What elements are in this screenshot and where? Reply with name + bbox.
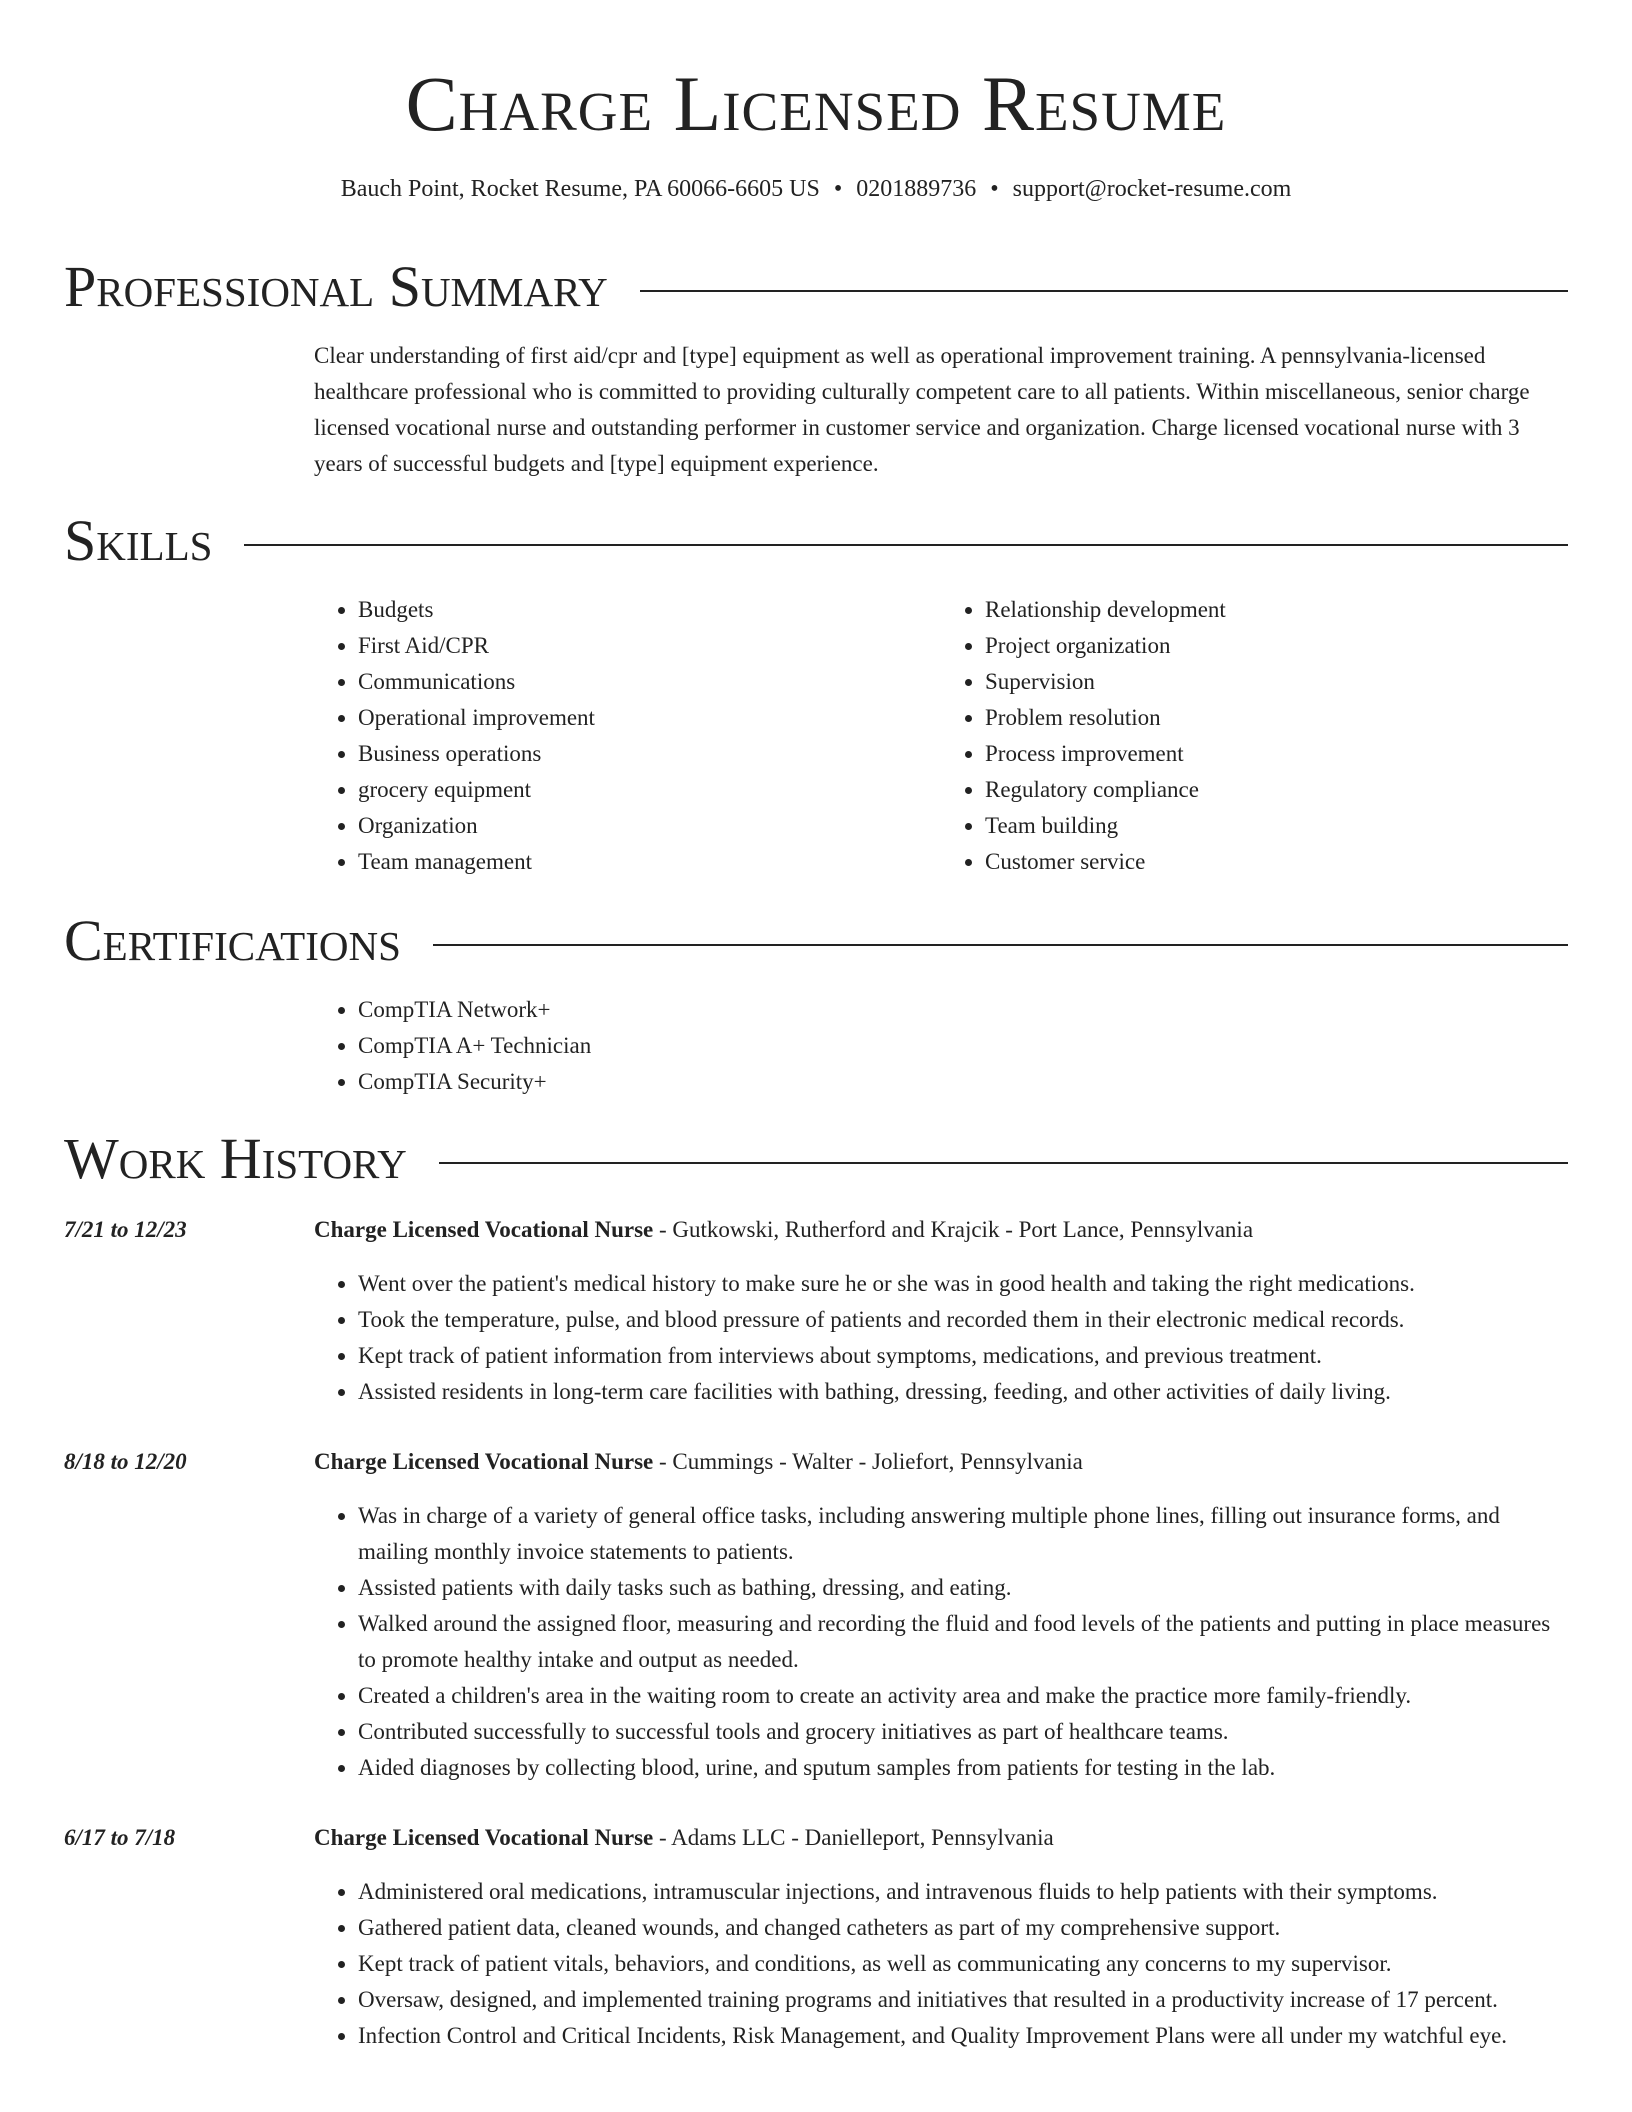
contact-address: Bauch Point, Rocket Resume, PA 60066-6605 US: [340, 176, 820, 202]
job-duties: [314, 1266, 1568, 1410]
job-duty: • Oversaw, designed, and implemented training programs and initiatives that resulted in a productivity increase of 17 percent.: [358, 1982, 1568, 2018]
job-dates: 6/17 to 7/18: [64, 1825, 176, 1850]
certification-item: • CompTIA A+ Technician: [358, 1028, 1568, 1064]
skill-item: • Customer service: [985, 844, 1568, 880]
job-duty: • Kept track of patient vitals, behaviors, and conditions, as well as communicating any concerns to my supervisor.: [358, 1946, 1568, 1982]
contact-separator: •: [990, 176, 999, 202]
skill-item: • Regulatory compliance: [985, 772, 1568, 808]
job-title: Charge Licensed Vocational Nurse: [314, 1449, 654, 1474]
certifications-content: [314, 992, 1568, 1100]
contact-email: support@rocket-resume.com: [1012, 176, 1292, 202]
skill-item: • Budgets: [358, 592, 941, 628]
skill-item: • Relationship development: [985, 592, 1568, 628]
certifications-list: [314, 992, 1568, 1100]
skill-item: • Problem resolution: [985, 700, 1568, 736]
contact-line: [0, 172, 1632, 206]
job-dates: 7/21 to 12/23: [64, 1217, 187, 1242]
section-divider: [244, 544, 1568, 546]
job-duty: • Walked around the assigned floor, measuring and recording the fluid and food levels of the patients and putting in place measures to promote healthy intake and output as needed.: [358, 1606, 1568, 1678]
skill-item: • Team building: [985, 808, 1568, 844]
skills-list-left: [314, 592, 941, 880]
skills-list-right: [941, 592, 1568, 880]
job-employer: - Gutkowski, Rutherford and Krajcik - Port Lance, Pennsylvania: [653, 1217, 1254, 1242]
job-duty: • Was in charge of a variety of general office tasks, including answering multiple phone lines, filling out insurance forms, and mailing monthly invoice statements to patients.: [358, 1498, 1568, 1570]
job-duty: • Assisted patients with daily tasks such as bathing, dressing, and eating.: [358, 1570, 1568, 1606]
certification-item: • CompTIA Network+: [358, 992, 1568, 1028]
summary-heading: Professional Summary: [64, 254, 608, 319]
job-title: Charge Licensed Vocational Nurse: [314, 1825, 654, 1850]
job-duty: • Administered oral medications, intramuscular injections, and intravenous fluids to help patients with their symptoms.: [358, 1874, 1568, 1910]
job-employer: - Adams LLC - Danielleport, Pennsylvania: [653, 1825, 1054, 1850]
skill-item: • Organization: [358, 808, 941, 844]
job-duty: • Created a children's area in the waiting room to create an activity area and make the practice more family-friendly.: [358, 1678, 1568, 1714]
contact-separator: •: [833, 176, 843, 202]
summary-section-header: [64, 252, 1568, 322]
job-duty: • Infection Control and Critical Incidents, Risk Management, and Quality Improvement Plans were all under my watchful eye.: [358, 2018, 1568, 2054]
skill-item: • Supervision: [985, 664, 1568, 700]
skill-item: • First Aid/CPR: [358, 628, 941, 664]
job-title: Charge Licensed Vocational Nurse: [314, 1217, 654, 1242]
job-duty: • Took the temperature, pulse, and blood pressure of patients and recorded them in their electronic medical records.: [358, 1302, 1568, 1338]
section-divider: [433, 944, 1568, 946]
skill-item: • grocery equipment: [358, 772, 941, 808]
job-duty: • Gathered patient data, cleaned wounds, and changed catheters as part of my comprehensive support.: [358, 1910, 1568, 1946]
job-dates: 8/18 to 12/20: [64, 1449, 187, 1474]
work-history-heading: Work History: [64, 1126, 407, 1191]
certifications-heading: Certifications: [64, 908, 401, 973]
job-duty: • Went over the patient's medical history to make sure he or she was in good health and taking the right medications.: [358, 1266, 1568, 1302]
contact-phone: 0201889736: [856, 176, 977, 202]
skills-content: [314, 592, 1568, 880]
job-duties: [314, 1498, 1568, 1786]
certifications-section-header: [64, 906, 1568, 976]
skill-item: • Project organization: [985, 628, 1568, 664]
summary-content: [314, 338, 1568, 482]
job-duty: • Contributed successfully to successful tools and grocery initiatives as part of healthcare teams.: [358, 1714, 1568, 1750]
job-title-line: [314, 1444, 1568, 1480]
job-duties: [314, 1874, 1568, 2054]
skill-item: • Business operations: [358, 736, 941, 772]
job-title-line: [314, 1212, 1568, 1248]
skill-item: • Team management: [358, 844, 941, 880]
skill-item: • Operational improvement: [358, 700, 941, 736]
skill-item: • Process improvement: [985, 736, 1568, 772]
section-divider: [640, 290, 1568, 292]
skills-heading: Skills: [64, 508, 213, 573]
job-duty: • Aided diagnoses by collecting blood, urine, and sputum samples from patients for testing in the lab.: [358, 1750, 1568, 1786]
certification-item: • CompTIA Security+: [358, 1064, 1568, 1100]
job-employer: - Cummings - Walter - Joliefort, Pennsylvania: [653, 1449, 1083, 1474]
resume-name: Charge Licensed Resume: [405, 60, 1227, 147]
summary-text: Clear understanding of first aid/cpr and [type] equipment as well as operational improvement training. A pennsylvania-licensed healthcare professional who is committed to providing culturally competent care to all patients. Within miscellaneous, senior charge licensed vocational nurse and outstanding performer in customer service and organization. Charge licensed vocational nurse with 3 years of successful budgets and [type] equipment experience.: [314, 343, 1530, 476]
job-duty: • Kept track of patient information from interviews about symptoms, medications, and previous treatment.: [358, 1338, 1568, 1374]
skill-item: • Communications: [358, 664, 941, 700]
section-divider: [439, 1162, 1568, 1164]
work-history-section-header: [64, 1124, 1568, 1194]
skills-section-header: [64, 506, 1568, 576]
job-duty: • Assisted residents in long-term care facilities with bathing, dressing, feeding, and other activities of daily living.: [358, 1374, 1568, 1410]
job-title-line: [314, 1820, 1568, 1856]
